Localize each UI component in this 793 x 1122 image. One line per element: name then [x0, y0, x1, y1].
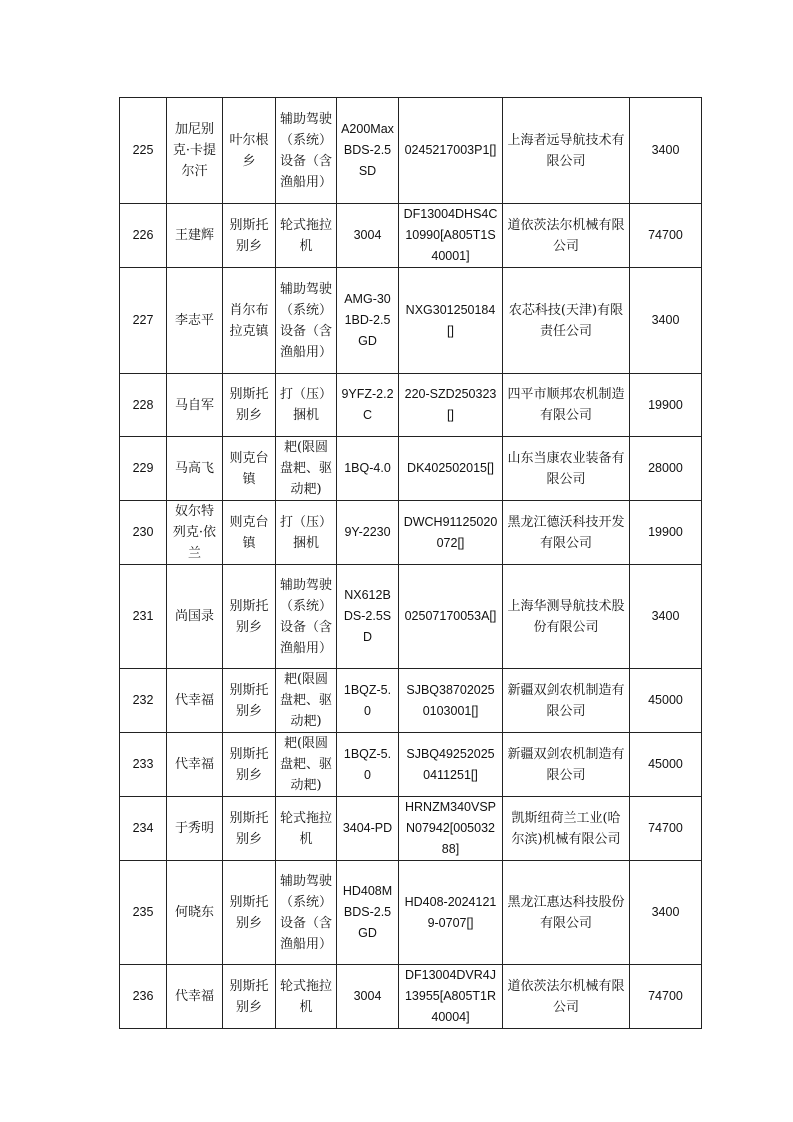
- subsidy-amount: 19900: [630, 374, 702, 437]
- owner-name: 加尼别克·卡提尔汗: [167, 98, 223, 204]
- serial-number: NXG301250184[]: [399, 268, 503, 374]
- subsidy-table: [119, 97, 702, 1029]
- township: 则克台镇: [223, 501, 276, 565]
- serial-number: SJBQ492520250411251[]: [399, 733, 503, 797]
- row-number: 226: [120, 204, 167, 268]
- manufacturer: 道依茨法尔机械有限公司: [503, 204, 630, 268]
- row-number: 236: [120, 965, 167, 1029]
- serial-number: HD408-20241219-0707[]: [399, 861, 503, 965]
- machine-item: 耙(限圆盘耙、驱动耙): [276, 437, 337, 501]
- table-row: [120, 501, 702, 565]
- owner-name: 马自军: [167, 374, 223, 437]
- machine-item: 耙(限圆盘耙、驱动耙): [276, 733, 337, 797]
- row-number: 227: [120, 268, 167, 374]
- manufacturer: 新疆双剑农机制造有限公司: [503, 733, 630, 797]
- machine-item: 轮式拖拉机: [276, 797, 337, 861]
- subsidy-amount: 45000: [630, 733, 702, 797]
- row-number: 234: [120, 797, 167, 861]
- machine-model: 3004: [337, 965, 399, 1029]
- serial-number: DF13004DVR4J13955[A805T1R40004]: [399, 965, 503, 1029]
- row-number: 231: [120, 565, 167, 669]
- township: 别斯托别乡: [223, 204, 276, 268]
- subsidy-amount: 3400: [630, 861, 702, 965]
- township: 别斯托别乡: [223, 965, 276, 1029]
- township: 别斯托别乡: [223, 733, 276, 797]
- township: 肖尔布拉克镇: [223, 268, 276, 374]
- serial-number: 02507170053A[]: [399, 565, 503, 669]
- machine-model: 9YFZ-2.2C: [337, 374, 399, 437]
- manufacturer: 上海华测导航技术股份有限公司: [503, 565, 630, 669]
- row-number: 230: [120, 501, 167, 565]
- owner-name: 马高飞: [167, 437, 223, 501]
- machine-item: 轮式拖拉机: [276, 965, 337, 1029]
- table-row: [120, 861, 702, 965]
- owner-name: 于秀明: [167, 797, 223, 861]
- machine-model: 1BQZ-5.0: [337, 733, 399, 797]
- subsidy-amount: 19900: [630, 501, 702, 565]
- subsidy-amount: 3400: [630, 98, 702, 204]
- machine-item: 耙(限圆盘耙、驱动耙): [276, 669, 337, 733]
- machine-item: 辅助驾驶（系统）设备（含渔船用）: [276, 861, 337, 965]
- serial-number: 0245217003P1[]: [399, 98, 503, 204]
- owner-name: 代幸福: [167, 965, 223, 1029]
- manufacturer: 黑龙江德沃科技开发有限公司: [503, 501, 630, 565]
- table-row: [120, 204, 702, 268]
- table-row: [120, 965, 702, 1029]
- township: 则克台镇: [223, 437, 276, 501]
- machine-item: 轮式拖拉机: [276, 204, 337, 268]
- machine-model: 1BQ-4.0: [337, 437, 399, 501]
- manufacturer: 上海者远导航技术有限公司: [503, 98, 630, 204]
- row-number: 229: [120, 437, 167, 501]
- machine-model: 1BQZ-5.0: [337, 669, 399, 733]
- serial-number: 220-SZD250323[]: [399, 374, 503, 437]
- owner-name: 代幸福: [167, 669, 223, 733]
- machine-item: 打（压）捆机: [276, 374, 337, 437]
- township: 别斯托别乡: [223, 797, 276, 861]
- owner-name: 李志平: [167, 268, 223, 374]
- row-number: 225: [120, 98, 167, 204]
- serial-number: SJBQ387020250103001[]: [399, 669, 503, 733]
- manufacturer: 道依茨法尔机械有限公司: [503, 965, 630, 1029]
- table-row: [120, 669, 702, 733]
- machine-model: A200MaxBDS-2.5SD: [337, 98, 399, 204]
- machine-model: 3404-PD: [337, 797, 399, 861]
- subsidy-amount: 45000: [630, 669, 702, 733]
- township: 别斯托别乡: [223, 861, 276, 965]
- machine-model: AMG-301BD-2.5GD: [337, 268, 399, 374]
- table-row: [120, 565, 702, 669]
- machine-item: 辅助驾驶（系统）设备（含渔船用）: [276, 565, 337, 669]
- row-number: 233: [120, 733, 167, 797]
- subsidy-amount: 3400: [630, 565, 702, 669]
- township: 别斯托别乡: [223, 669, 276, 733]
- manufacturer: 新疆双剑农机制造有限公司: [503, 669, 630, 733]
- subsidy-amount: 74700: [630, 204, 702, 268]
- machine-model: HD408MBDS-2.5GD: [337, 861, 399, 965]
- machine-model: 9Y-2230: [337, 501, 399, 565]
- serial-number: HRNZM340VSPN07942[00503288]: [399, 797, 503, 861]
- table-row: [120, 374, 702, 437]
- owner-name: 尚国录: [167, 565, 223, 669]
- manufacturer: 山东当康农业装备有限公司: [503, 437, 630, 501]
- owner-name: 奴尔特列克·依兰: [167, 501, 223, 565]
- row-number: 228: [120, 374, 167, 437]
- serial-number: DF13004DHS4C10990[A805T1S40001]: [399, 204, 503, 268]
- township: 叶尔根乡: [223, 98, 276, 204]
- manufacturer: 四平市顺邦农机制造有限公司: [503, 374, 630, 437]
- manufacturer: 农芯科技(天津)有限责任公司: [503, 268, 630, 374]
- table-row: [120, 733, 702, 797]
- machine-item: 辅助驾驶（系统）设备（含渔船用）: [276, 268, 337, 374]
- owner-name: 王建辉: [167, 204, 223, 268]
- table-row: [120, 797, 702, 861]
- table-row: [120, 268, 702, 374]
- owner-name: 代幸福: [167, 733, 223, 797]
- subsidy-amount: 3400: [630, 268, 702, 374]
- serial-number: DWCH91125020072[]: [399, 501, 503, 565]
- owner-name: 何晓东: [167, 861, 223, 965]
- subsidy-amount: 28000: [630, 437, 702, 501]
- machine-item: 辅助驾驶（系统）设备（含渔船用）: [276, 98, 337, 204]
- table-row: [120, 98, 702, 204]
- subsidy-amount: 74700: [630, 965, 702, 1029]
- row-number: 232: [120, 669, 167, 733]
- serial-number: DK402502015[]: [399, 437, 503, 501]
- subsidy-amount: 74700: [630, 797, 702, 861]
- row-number: 235: [120, 861, 167, 965]
- township: 别斯托别乡: [223, 374, 276, 437]
- machine-model: 3004: [337, 204, 399, 268]
- machine-model: NX612BDS-2.5SD: [337, 565, 399, 669]
- township: 别斯托别乡: [223, 565, 276, 669]
- manufacturer: 黑龙江惠达科技股份有限公司: [503, 861, 630, 965]
- table-row: [120, 437, 702, 501]
- manufacturer: 凯斯纽荷兰工业(哈尔滨)机械有限公司: [503, 797, 630, 861]
- machine-item: 打（压）捆机: [276, 501, 337, 565]
